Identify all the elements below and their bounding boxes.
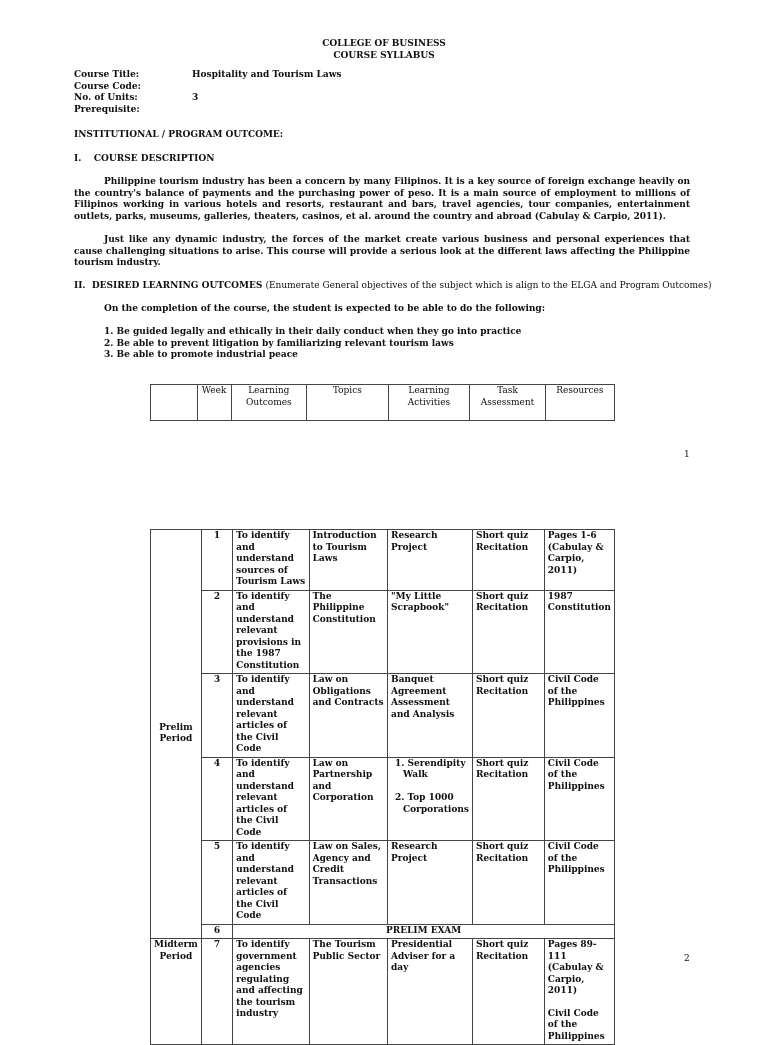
resources-cell: Pages 1-6 (Cabulay & Carpio, 2011) bbox=[544, 530, 614, 591]
assessment-cell: Short quiz Recitation bbox=[472, 674, 544, 758]
syllabus-table bbox=[150, 529, 615, 1045]
table-row bbox=[151, 757, 615, 841]
activity-list-spacer bbox=[391, 782, 469, 794]
prelim-period-label: Prelim Period bbox=[159, 722, 193, 744]
prerequisite-label: Prerequisite: bbox=[74, 104, 140, 115]
activity-cell: Banquet Agreement Assessment and Analysis bbox=[387, 674, 472, 758]
resources-cell: 1987 Constitution bbox=[544, 590, 614, 674]
course-title-label: Course Title: bbox=[74, 70, 140, 80]
week-cell: 2 bbox=[201, 590, 232, 674]
prelim-exam-cell: PRELIM EXAM bbox=[233, 924, 615, 939]
topic-cell: Law on Obligations and Contracts bbox=[309, 674, 387, 758]
table-row bbox=[151, 590, 615, 674]
activity-list-item: 2. Top 1000 bbox=[394, 793, 454, 803]
table-row bbox=[151, 530, 615, 591]
page-1 bbox=[0, 0, 768, 470]
week-cell: 6 bbox=[201, 924, 232, 939]
course-title-value: Hospitality and Tourism Laws bbox=[192, 70, 342, 80]
syllabus-title: COURSE SYLLABUS bbox=[333, 51, 435, 61]
activity-list-cell bbox=[387, 757, 472, 841]
units-value: 3 bbox=[192, 93, 199, 103]
outcome-cell: To identify and understand sources of Tourism Laws bbox=[233, 530, 309, 591]
outcome-cell: To identify and understand relevant articles of the Civil Code bbox=[233, 841, 309, 925]
prelim-period-cell bbox=[151, 530, 202, 939]
week-cell: 1 bbox=[201, 530, 232, 591]
activity-cell: "My Little Scrapbook" bbox=[387, 590, 472, 674]
assessment-cell: Short quiz Recitation bbox=[472, 939, 544, 1045]
topic-cell: The Tourism Public Sector bbox=[309, 939, 387, 1045]
outcome-item-1: 1. Be guided legally and ethically in their daily conduct when they go into practice bbox=[104, 327, 522, 337]
assessment-cell: Short quiz Recitation bbox=[472, 530, 544, 591]
units-label: No. of Units: bbox=[74, 93, 138, 103]
header-cell-learning-outcomes: Learning Outcomes bbox=[231, 385, 306, 421]
page-number-2: 2 bbox=[684, 954, 690, 964]
activity-cell: Presidential Adviser for a day bbox=[387, 939, 472, 1045]
header-cell-task-assessment: Task Assessment bbox=[470, 385, 545, 421]
week-cell: 7 bbox=[201, 939, 232, 1045]
resources-cell: Civil Code of the Philippines bbox=[544, 841, 614, 925]
activity-cell: Research Project bbox=[387, 841, 472, 925]
outcome-cell: To identify and understand relevant articles of the Civil Code bbox=[233, 674, 309, 758]
outcome-item-2: 2. Be able to prevent litigation by familiarizing relevant tourism laws bbox=[104, 339, 454, 349]
assessment-cell: Short quiz Recitation bbox=[472, 841, 544, 925]
page-2 bbox=[0, 470, 768, 1042]
header-cell-topics: Topics bbox=[307, 385, 389, 421]
college-title: COLLEGE OF BUSINESS bbox=[322, 39, 446, 49]
assessment-cell: Short quiz Recitation bbox=[472, 757, 544, 841]
header-cell-period bbox=[151, 385, 198, 421]
description-paragraph-1: Philippine tourism industry has been a concern by many Filipinos. It is a key source of foreign exchange heavily on the country's balance of payments and the purchasing power of peso. It is a main source of employment to millions of Filipinos working in various hotels and resorts, restaurant and bars, travel agencies, tour companies, entertainment outlets, parks, museums, galleries, theaters, casinos, et al. around the country and abroad (Cabulay & Carpio, 2011). bbox=[74, 177, 690, 222]
syllabus-header-table bbox=[150, 384, 615, 421]
assessment-cell: Short quiz Recitation bbox=[472, 590, 544, 674]
midterm-period-label: Midterm Period bbox=[154, 940, 198, 962]
course-description-heading: I. COURSE DESCRIPTION bbox=[74, 154, 215, 164]
header-cell-resources: Resources bbox=[545, 385, 614, 421]
header-cell-learning-activities: Learning Activities bbox=[388, 385, 470, 421]
outcome-item-3: 3. Be able to promote industrial peace bbox=[104, 350, 298, 360]
outcome-cell: To identify and understand relevant provisions in the 1987 Constitution bbox=[233, 590, 309, 674]
week-cell: 3 bbox=[201, 674, 232, 758]
course-info bbox=[74, 70, 342, 116]
resources-cell bbox=[544, 939, 614, 1045]
description-paragraph-2: Just like any dynamic industry, the forces of the market create various business and personal experiences that cause challenging situations to arise. This course will provide a serious look at the different laws affecting the Philippine tourism industry. bbox=[74, 235, 690, 268]
midterm-period-cell bbox=[151, 939, 202, 1045]
table-row bbox=[151, 939, 615, 1045]
topic-cell: Law on Sales, Agency and Credit Transactions bbox=[309, 841, 387, 925]
table-row bbox=[151, 924, 615, 939]
header-cell-week: Week bbox=[197, 385, 231, 421]
learning-outcomes-subtitle: (Enumerate General objectives of the subject which is align to the ELGA and Program Outcomes) bbox=[265, 281, 712, 291]
activity-list-item: 1. Serendipity bbox=[394, 758, 466, 769]
week-cell: 5 bbox=[201, 841, 232, 925]
table-row bbox=[151, 841, 615, 925]
learning-outcomes-title: II. DESIRED LEARNING OUTCOMES bbox=[74, 281, 263, 291]
page-number-1: 1 bbox=[684, 450, 690, 460]
learning-outcomes-heading bbox=[74, 281, 711, 291]
institutional-heading: INSTITUTIONAL / PROGRAM OUTCOME: bbox=[74, 130, 284, 140]
resources-pages: Pages 89- 111 (Cabulay & Carpio, 2011) bbox=[547, 940, 604, 996]
topic-cell: Introduction to Tourism Laws bbox=[309, 530, 387, 591]
outcome-cell: To identify and understand relevant articles of the Civil Code bbox=[233, 757, 309, 841]
resources-cell: Civil Code of the Philippines bbox=[544, 757, 614, 841]
topic-cell: Law on Partnership and Corporation bbox=[309, 757, 387, 841]
resources-civil-code: Civil Code of the Philippines bbox=[547, 1008, 605, 1042]
week-cell: 4 bbox=[201, 757, 232, 841]
topic-cell: The Philippine Constitution bbox=[309, 590, 387, 674]
outcome-cell: To identify government agencies regulating and affecting the tourism industry bbox=[233, 939, 309, 1045]
resources-cell: Civil Code of the Philippines bbox=[544, 674, 614, 758]
outcomes-intro: On the completion of the course, the student is expected to be able to do the following: bbox=[104, 304, 546, 314]
table-row bbox=[151, 674, 615, 758]
activity-list-item: Corporations bbox=[402, 804, 469, 815]
course-code-label: Course Code: bbox=[74, 81, 141, 92]
activity-list-item: Walk bbox=[402, 770, 428, 780]
activity-cell: Research Project bbox=[387, 530, 472, 591]
